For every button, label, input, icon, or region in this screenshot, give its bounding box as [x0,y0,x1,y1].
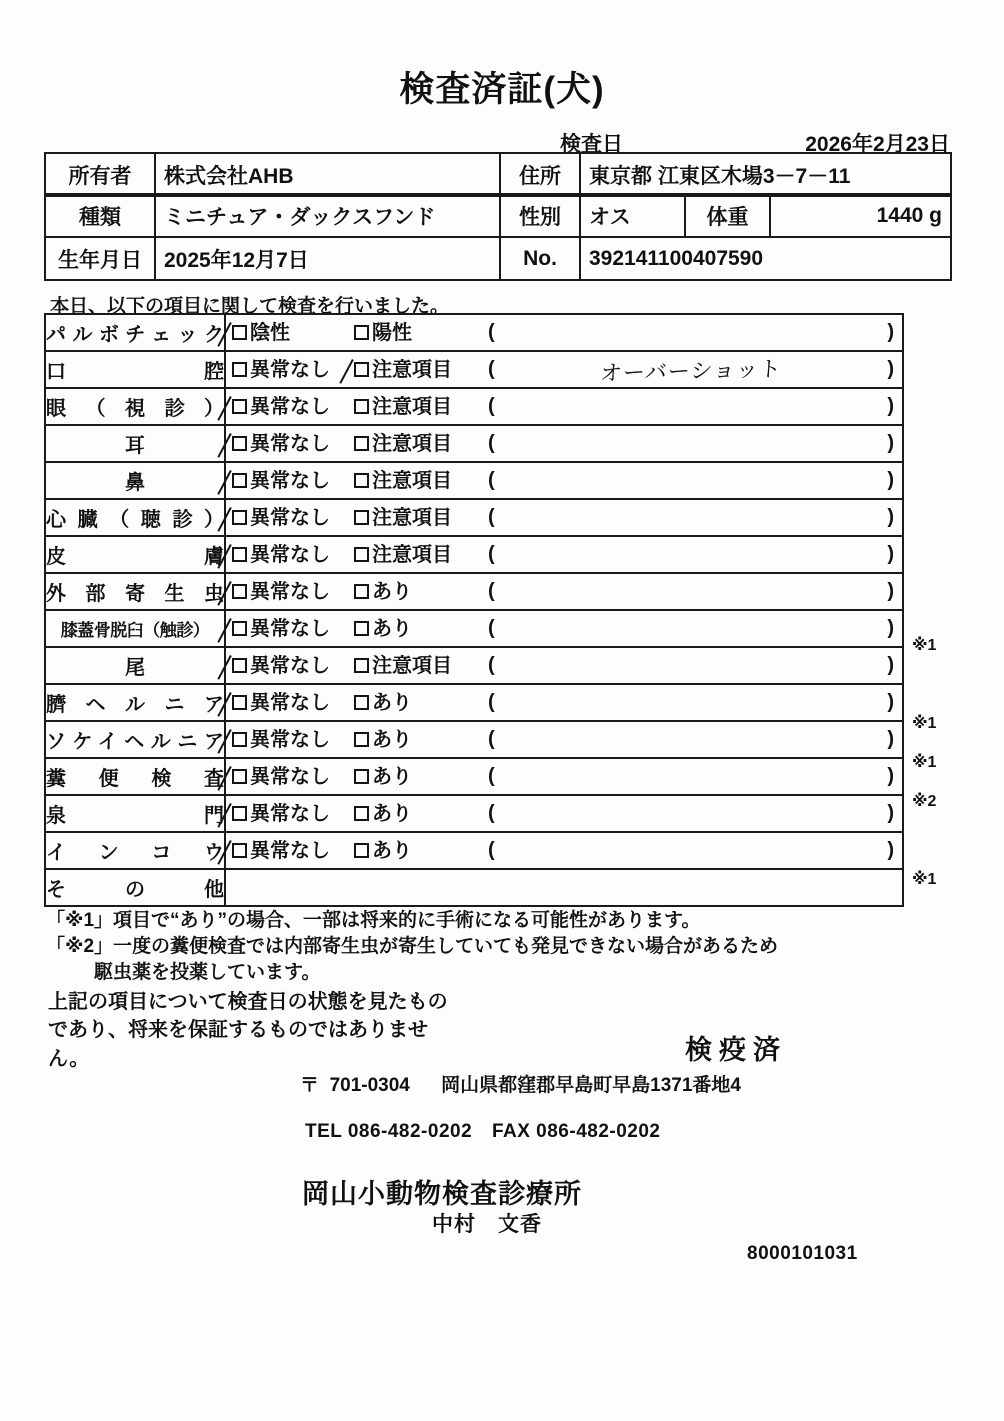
checkbox-option-a[interactable] [232,656,330,676]
paren-close: ) [887,505,894,528]
owner-value: 株式会社AHB [155,153,500,196]
paren-open: ( [488,431,495,454]
paren-close: ) [887,357,894,380]
footnote-marker: ※1 [912,715,937,732]
checked-box-icon [232,769,247,784]
checkbox-option-a[interactable] [232,619,330,639]
exam-date-label: 検査日 [560,133,623,156]
checklist-item-label: 外部寄生虫 [45,573,225,610]
empty-box-icon [354,473,369,488]
checklist-item-label: 糞便検査 [45,758,225,795]
exam-date-value: 2026年2月23日 [805,133,950,156]
checkbox-option-label: 異常なし [250,506,330,529]
checklist-item-options [225,795,903,832]
inspection-checklist-table [44,313,904,907]
footnote-marker: ※1 [912,871,937,888]
checklist-item-options [225,388,903,425]
checklist-row [45,795,903,832]
checklist-row [45,721,903,758]
checklist-item-options [225,869,903,906]
checkbox-option-label: 異常なし [250,432,330,455]
checkbox-option-a[interactable] [232,804,330,824]
paren-close: ) [887,394,894,417]
checklist-row [45,647,903,684]
checkbox-option-b[interactable] [354,693,412,713]
checkbox-option-a[interactable] [232,767,330,787]
checkbox-option-b[interactable] [354,841,412,861]
clinic-tel: TEL 086-482-0202 [305,1121,473,1142]
checkbox-option-label: 注意項目 [372,358,452,381]
checklist-item-options [225,573,903,610]
checkbox-option-label: 異常なし [250,469,330,492]
checklist-row [45,869,903,906]
checkbox-option-label: 異常なし [250,395,330,418]
paren-open: ( [488,801,495,824]
checkbox-option-label: 異常なし [250,358,330,381]
checkbox-option-label: 注意項目 [372,654,452,677]
empty-box-icon [354,584,369,599]
checkbox-option-label: 注意項目 [372,432,452,455]
checked-box-icon [232,806,247,821]
checklist-row [45,573,903,610]
table-row-owner [45,153,951,196]
checkbox-option-label: あり [372,802,412,825]
checkbox-option-label: あり [372,617,412,640]
sex-label: 性別 [500,194,580,237]
checklist-item-options [225,425,903,462]
paren-close: ) [887,838,894,861]
checkbox-option-b[interactable] [354,619,412,639]
paren-close: ) [887,431,894,454]
checkbox-option-a[interactable] [232,360,330,380]
checked-box-icon [232,473,247,488]
checkbox-option-a[interactable] [232,508,330,528]
paren-open: ( [488,468,495,491]
paren-close: ) [887,579,894,602]
weight-label: 体重 [685,194,770,237]
checklist-item-label: 口 腔 [45,351,225,388]
checklist-item-options [225,351,903,388]
checkbox-option-label: 異常なし [250,765,330,788]
checkbox-option-b[interactable] [354,545,452,565]
empty-box-icon [354,732,369,747]
registration-no-value: 392141100407590 [580,237,951,280]
sex-value: オス [580,194,685,237]
empty-box-icon [354,695,369,710]
postal-code: 701-0304 [329,1075,410,1096]
birthdate-label: 生年月日 [45,237,155,280]
breed-label: 種類 [45,194,155,237]
checklist-item-label: 尾 [45,647,225,684]
checklist-item-label: パルボチェック [45,314,225,351]
empty-box-icon [354,806,369,821]
checkbox-option-label: 注意項目 [372,395,452,418]
footnote-marker: ※1 [912,637,937,654]
checkbox-option-b[interactable] [354,434,452,454]
address-label: 住所 [500,153,580,196]
checkbox-option-label: あり [372,839,412,862]
checked-box-icon [232,436,247,451]
checkbox-option-b[interactable] [354,730,412,750]
table-row-birth [45,237,951,280]
empty-box-icon [354,325,369,340]
checklist-item-options [225,314,903,351]
checklist-row [45,684,903,721]
checklist-item-label: 鼻 [45,462,225,499]
footnote-2: 「※2」一度の糞便検査では内部寄生虫が寄生していても発見できない場合があるため [46,936,779,958]
veterinarian-name: 中村 文香 [432,1213,542,1236]
paren-close: ) [887,653,894,676]
paren-open: ( [488,357,495,380]
checklist-item-options [225,462,903,499]
checkbox-option-a[interactable] [232,397,330,417]
clinic-address-line [300,1070,741,1097]
clinic-address: 岡山県都窪郡早島町早島1371番地4 [441,1075,741,1096]
footnote-marker: ※2 [912,793,937,810]
checked-box-icon [354,362,369,377]
checklist-item-label: 心臓（聴診） [45,499,225,536]
checkbox-option-label: あり [372,580,412,603]
checkbox-option-a[interactable] [232,693,330,713]
clinic-fax: FAX 086-482-0202 [491,1121,661,1142]
paren-open: ( [488,394,495,417]
checkbox-option-label: 注意項目 [372,506,452,529]
empty-box-icon [354,658,369,673]
checklist-item-label: 臍ヘルニア [45,684,225,721]
checkbox-option-label: 異常なし [250,617,330,640]
paren-open: ( [488,838,495,861]
paren-open: ( [488,727,495,750]
quarantine-stamp: 検疫済 [685,1035,787,1065]
checklist-row [45,832,903,869]
checklist-row [45,314,903,351]
checklist-item-label: 泉 門 [45,795,225,832]
checkbox-option-a[interactable] [232,434,330,454]
paren-close: ) [887,764,894,787]
paren-close: ) [887,727,894,750]
checklist-item-options [225,610,903,647]
checklist-item-options [225,684,903,721]
paren-open: ( [488,764,495,787]
breed-value: ミニチュア・ダックスフンド [155,194,500,237]
checklist-item-options [225,647,903,684]
animal-info-table [44,193,952,281]
paren-close: ) [887,542,894,565]
checklist-item-label: インコウ [45,832,225,869]
owner-info-table [44,152,952,197]
footnote-marker: ※1 [912,754,937,771]
checkbox-option-a[interactable] [232,471,330,491]
checklist-item-options [225,758,903,795]
checkbox-option-label: 異常なし [250,839,330,862]
checklist-row [45,388,903,425]
postal-mark-icon: 〒 [300,1075,320,1096]
checkbox-option-b[interactable] [354,397,452,417]
checklist-item-options [225,499,903,536]
checked-box-icon [232,732,247,747]
checked-box-icon [232,399,247,414]
checklist-row [45,758,903,795]
checklist-item-options [225,721,903,758]
checklist-item-label: 眼（視診） [45,388,225,425]
checkbox-option-b[interactable] [354,656,452,676]
checked-box-icon [232,621,247,636]
checkbox-option-label: 注意項目 [372,469,452,492]
clinic-contact-line [305,1121,661,1143]
checklist-item-label: 耳 [45,425,225,462]
checklist-item-options [225,832,903,869]
checkbox-option-label: 異常なし [250,654,330,677]
paren-close: ) [887,616,894,639]
checklist-item-label: そ の 他 [45,869,225,906]
footnote-2-cont: 駆虫薬を投薬しています。 [94,962,321,984]
footnote-1: 「※1」項目で“あり”の場合、一部は将来的に手術になる可能性があります。 [46,910,701,931]
birthdate-value: 2025年12月7日 [155,237,500,280]
checklist-item-label: ソケイヘルニア [45,721,225,758]
empty-box-icon [232,362,247,377]
checkbox-option-b[interactable] [354,767,412,787]
checklist-row [45,610,903,647]
paren-close: ) [887,468,894,491]
checkbox-option-b[interactable] [354,323,412,343]
checklist-row [45,536,903,573]
empty-box-icon [354,769,369,784]
checkbox-option-label: 異常なし [250,543,330,566]
checklist-item-label: 皮 膚 [45,536,225,573]
checklist-item-label: 膝蓋骨脱臼（触診） [45,610,225,647]
registration-no-label: No. [500,237,580,280]
paren-open: ( [488,542,495,565]
checkbox-option-b[interactable] [354,582,412,602]
empty-box-icon [354,843,369,858]
checked-box-icon [232,843,247,858]
clinic-name: 岡山小動物検査診療所 [302,1179,582,1209]
checkbox-option-b[interactable] [354,471,452,491]
owner-label: 所有者 [45,153,155,196]
checkbox-option-label: 陰性 [250,321,290,344]
checked-box-icon [232,325,247,340]
checkbox-option-a[interactable] [232,841,330,861]
checkbox-option-label: 異常なし [250,691,330,714]
checkbox-option-label: 異常なし [250,580,330,603]
page-title: 検査済証(犬) [399,70,605,109]
checklist-item-note[interactable] [511,354,872,385]
checked-box-icon [232,584,247,599]
empty-box-icon [354,510,369,525]
checklist-row [45,462,903,499]
checked-box-icon [232,547,247,562]
checkbox-option-a[interactable] [232,730,330,750]
paren-open: ( [488,320,495,343]
weight-value: 1440 g [770,194,951,237]
paren-close: ) [887,690,894,713]
checkbox-option-a[interactable] [232,545,330,565]
checkbox-option-a[interactable] [232,323,290,343]
paren-close: ) [887,801,894,824]
checkbox-option-label: 陽性 [372,321,412,344]
table-row-breed [45,194,951,237]
checklist-row [45,499,903,536]
checked-box-icon [232,510,247,525]
checkbox-option-label: 異常なし [250,802,330,825]
checklist-row [45,351,903,388]
checkbox-option-label: あり [372,728,412,751]
paren-open: ( [488,505,495,528]
exam-date-row [560,128,950,154]
checklist-item-options [225,536,903,573]
disclaimer-text: 上記の項目について検査日の状態を見たものであり、将来を保証するものではありません。 [48,991,448,1070]
paren-open: ( [488,653,495,676]
handwritten-note: オーバーショット [599,356,784,387]
paren-open: ( [488,690,495,713]
serial-number: 8000101031 [747,1243,858,1264]
checkbox-option-b[interactable] [354,804,412,824]
empty-box-icon [354,436,369,451]
paren-open: ( [488,579,495,602]
paren-close: ) [887,320,894,343]
paren-open: ( [488,616,495,639]
checked-box-icon [232,695,247,710]
checkbox-option-a[interactable] [232,582,330,602]
checkbox-option-label: あり [372,691,412,714]
checkbox-option-b[interactable] [354,360,452,380]
checklist-row [45,425,903,462]
empty-box-icon [354,547,369,562]
empty-box-icon [354,621,369,636]
checkbox-option-label: 注意項目 [372,543,452,566]
lead-note: 本日、以下の項目に関して検査を行いました。 [50,296,450,317]
checkbox-option-b[interactable] [354,508,452,528]
checkbox-option-label: 異常なし [250,728,330,751]
address-value: 東京都 江東区木場3－7－11 [580,153,951,196]
footnotes [46,908,778,987]
checkbox-option-label: あり [372,765,412,788]
checked-box-icon [232,658,247,673]
empty-box-icon [354,399,369,414]
